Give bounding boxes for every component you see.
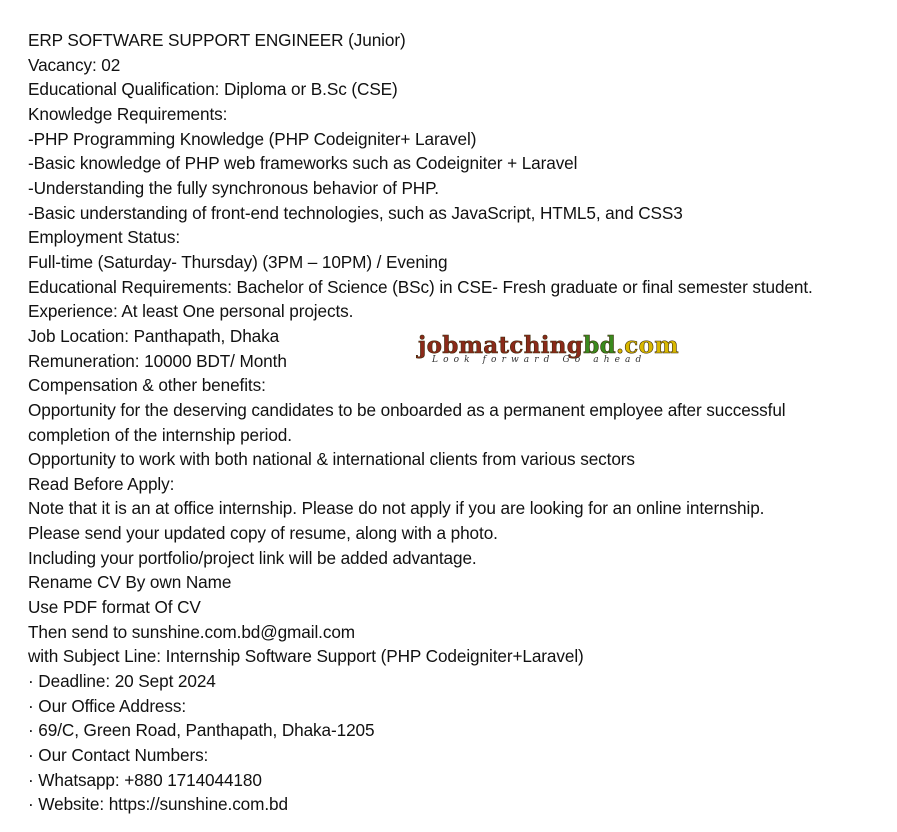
knowledge-item: -Basic understanding of front-end technologies, such as JavaScript, HTML5, and CSS3: [28, 202, 683, 223]
apply-note: Rename CV By own Name: [28, 572, 232, 593]
vacancy-line: Vacancy: 02: [28, 54, 121, 75]
watermark-part-jobmatching: jobmatching: [418, 332, 584, 359]
remuneration-line: Remuneration: 10000 BDT/ Month: [28, 350, 287, 371]
employment-status: Full-time (Saturday- Thursday) (3PM – 10PM) / Evening: [28, 251, 448, 272]
knowledge-heading: Knowledge Requirements:: [28, 103, 228, 124]
office-address: · 69/C, Green Road, Panthapath, Dhaka-1205: [28, 720, 375, 741]
job-post-text: [28, 28, 888, 817]
benefit-line: Opportunity for the deserving candidates to be onboarded as a permanent employee after successful: [28, 399, 786, 420]
office-heading: · Our Office Address:: [28, 695, 187, 716]
employment-heading: Employment Status:: [28, 227, 180, 248]
knowledge-item: -PHP Programming Knowledge (PHP Codeigniter+ Laravel): [28, 128, 477, 149]
watermark-tagline: Look forward Go ahead: [432, 355, 647, 365]
qualification-line: Educational Qualification: Diploma or B.Sc (CSE): [28, 79, 398, 100]
apply-note: Please send your updated copy of resume, along with a photo.: [28, 523, 498, 544]
knowledge-item: -Basic knowledge of PHP web frameworks such as Codeigniter + Laravel: [28, 153, 578, 174]
benefit-line: Opportunity to work with both national & international clients from various sectors: [28, 449, 635, 470]
benefit-line: completion of the internship period.: [28, 424, 292, 445]
knowledge-item: -Understanding the fully synchronous behavior of PHP.: [28, 177, 439, 198]
education-requirements: Educational Requirements: Bachelor of Science (BSc) in CSE- Fresh graduate or final semester student.: [28, 276, 813, 297]
apply-note: Note that it is an at office internship. Please do not apply if you are looking for an online internship.: [28, 498, 765, 519]
whatsapp-line: · Whatsapp: +880 1714044180: [28, 769, 262, 790]
apply-note: Including your portfolio/project link will be added advantage.: [28, 547, 477, 568]
benefits-heading: Compensation & other benefits:: [28, 375, 266, 396]
apply-heading: Read Before Apply:: [28, 473, 175, 494]
deadline-line: · Deadline: 20 Sept 2024: [28, 671, 216, 692]
subject-line: with Subject Line: Internship Software Support (PHP Codeigniter+Laravel): [28, 646, 584, 667]
jobmatchingbd-watermark-logo: [418, 333, 700, 369]
apply-note: Use PDF format Of CV: [28, 597, 201, 618]
location-line: Job Location: Panthapath, Dhaka: [28, 325, 280, 346]
contact-heading: · Our Contact Numbers:: [28, 745, 209, 766]
email-line: Then send to sunshine.com.bd@gmail.com: [28, 621, 356, 642]
website-line: · Website: https://sunshine.com.bd: [28, 794, 288, 815]
watermark-part-bd: bd: [583, 332, 616, 359]
experience-line: Experience: At least One personal projects.: [28, 301, 354, 322]
watermark-part-com: .com: [615, 332, 679, 359]
job-title: ERP SOFTWARE SUPPORT ENGINEER (Junior): [28, 30, 406, 50]
